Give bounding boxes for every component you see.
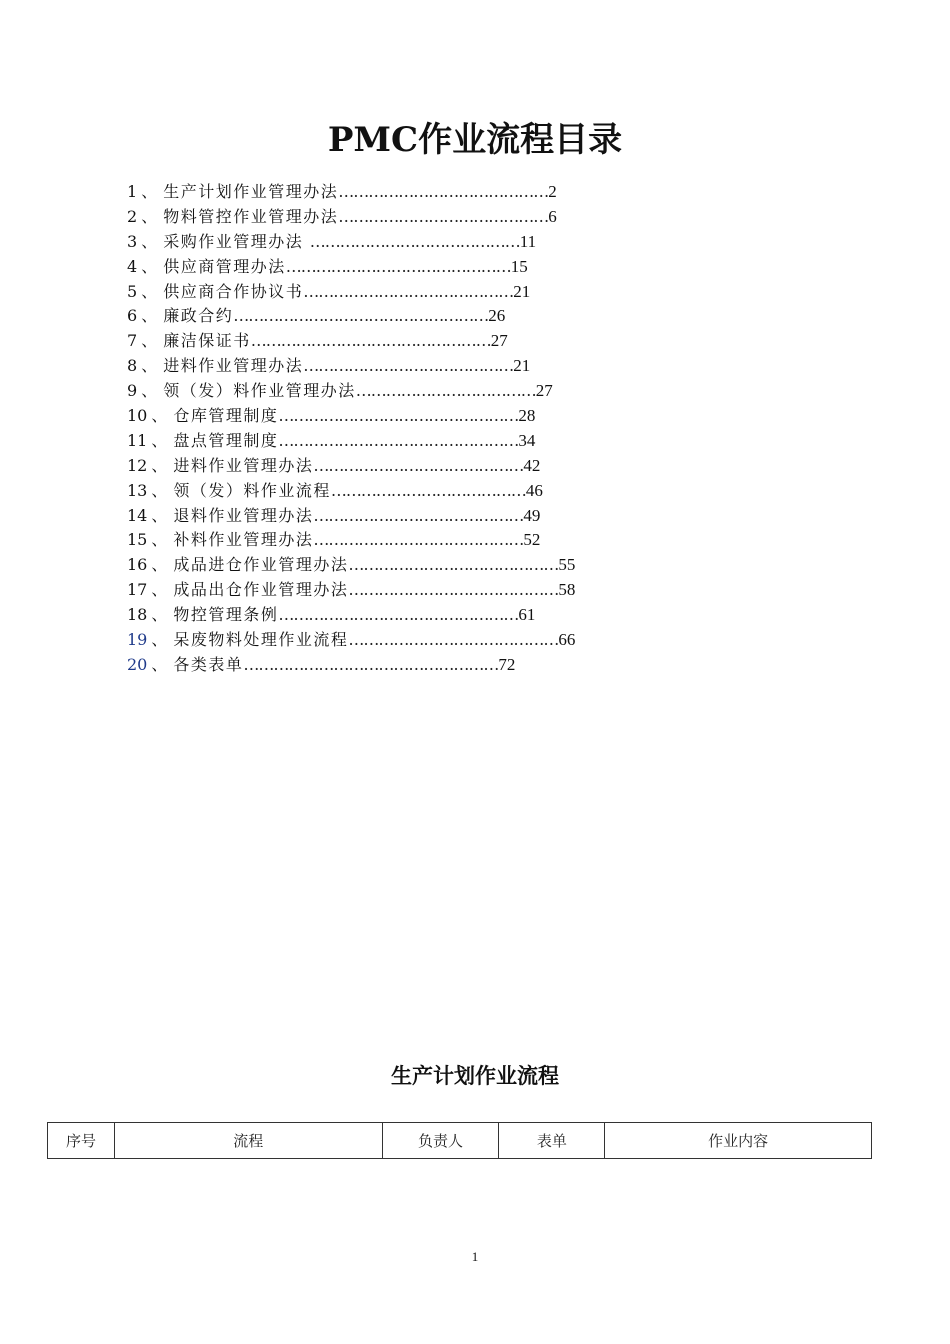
toc-item-title: 供应商合作协议书: [163, 281, 304, 301]
toc-item[interactable]: [127, 504, 575, 529]
column-header-owner: 负责人: [382, 1123, 499, 1159]
toc-leader-dots: ……………………………………: [348, 555, 559, 575]
toc-item-number: 19: [127, 630, 148, 650]
toc-item-page: 21: [513, 356, 531, 376]
toc-item[interactable]: [127, 603, 575, 628]
toc-leader-dots: ……………………………………: [348, 580, 559, 600]
column-header-seq: 序号: [48, 1123, 115, 1159]
toc-item-page: 42: [523, 455, 541, 475]
toc-item[interactable]: [127, 379, 575, 404]
toc-item-title: 仓库管理制度: [173, 406, 279, 426]
toc-item-page: 15: [510, 256, 528, 276]
toc-separator: 、: [151, 406, 168, 426]
toc-item-number: 15: [127, 530, 148, 550]
toc-item-number: 13: [127, 480, 148, 500]
toc-item[interactable]: [127, 205, 575, 230]
toc-item[interactable]: [127, 329, 575, 354]
toc-separator: 、: [141, 256, 158, 276]
toc-leader-dots: …………………………………………: [278, 406, 519, 426]
toc-separator: 、: [141, 206, 158, 226]
toc-item-title: 进料作业管理办法: [173, 455, 314, 475]
toc-item[interactable]: [127, 653, 575, 678]
toc-item-title: 廉政合约: [163, 306, 234, 326]
toc-leader-dots: ……………………………………: [338, 206, 549, 226]
toc-item[interactable]: [127, 454, 575, 479]
toc-item-number: 1: [127, 182, 138, 201]
toc-item-page: 28: [518, 406, 536, 426]
toc-leader-dots: ……………………………………: [338, 182, 549, 201]
toc-item-page: 34: [518, 430, 536, 450]
toc-item-page: 27: [490, 331, 508, 351]
toc-item-number: 14: [127, 505, 148, 525]
toc-item[interactable]: [127, 578, 575, 603]
toc-item-number: 3: [127, 231, 138, 251]
toc-item-page: 26: [488, 306, 506, 326]
toc-item-number: 4: [127, 256, 138, 276]
toc-item-number: 9: [127, 381, 138, 401]
toc-item-title: 进料作业管理办法: [163, 356, 304, 376]
toc-item-number: 11: [127, 430, 148, 450]
toc-separator: 、: [141, 331, 158, 351]
toc-item-title: 领（发）料作业管理办法: [163, 381, 356, 401]
toc-separator: 、: [151, 654, 168, 674]
toc-item[interactable]: [127, 280, 575, 305]
toc-item[interactable]: [127, 479, 575, 504]
toc-leader-dots: ………………………………: [355, 381, 536, 401]
toc-item[interactable]: [127, 528, 575, 553]
process-table: [47, 1122, 872, 1159]
toc-item[interactable]: [127, 180, 575, 205]
toc-leader-dots: ……………………………………: [309, 231, 520, 251]
toc-item-title: 盘点管理制度: [173, 430, 279, 450]
toc-item-page: 66: [558, 630, 576, 650]
toc-item-number: 10: [127, 406, 148, 426]
toc-item[interactable]: [127, 628, 575, 653]
toc-item-page: 11: [519, 231, 537, 251]
toc-item-title: 成品出仓作业管理办法: [173, 580, 349, 600]
toc-item-number: 2: [127, 206, 138, 226]
toc-item-number: 7: [127, 331, 138, 351]
toc-item-number: 12: [127, 455, 148, 475]
toc-item-page: 52: [523, 530, 541, 550]
toc-item-page: 2: [548, 182, 557, 201]
toc-leader-dots: ……………………………………………: [233, 306, 489, 326]
toc-item-title: 物控管理条例: [173, 605, 279, 625]
toc-item[interactable]: [127, 304, 575, 329]
toc-item[interactable]: [127, 429, 575, 454]
toc-separator: 、: [141, 356, 158, 376]
toc-item[interactable]: [127, 354, 575, 379]
toc-separator: 、: [151, 430, 168, 450]
toc-item-title: 供应商管理办法: [163, 256, 286, 276]
column-header-form: 表单: [499, 1123, 605, 1159]
toc-item[interactable]: [127, 255, 575, 280]
toc-separator: 、: [141, 182, 158, 201]
toc-separator: 、: [151, 580, 168, 600]
toc-separator: 、: [141, 231, 158, 251]
page-number: 1: [471, 1249, 479, 1264]
toc-separator: 、: [151, 530, 168, 550]
toc-leader-dots: ……………………………………: [348, 630, 559, 650]
table-of-contents: [127, 180, 575, 678]
toc-leader-dots: ………………………………………: [285, 256, 511, 276]
column-header-content: 作业内容: [605, 1123, 872, 1159]
toc-item[interactable]: [127, 404, 575, 429]
toc-item-page: 72: [498, 654, 516, 674]
column-header-process: 流程: [114, 1123, 382, 1159]
toc-item-page: 27: [535, 381, 553, 401]
toc-item[interactable]: [127, 230, 575, 255]
toc-separator: 、: [141, 281, 158, 301]
toc-item-page: 6: [548, 206, 557, 226]
toc-separator: 、: [151, 630, 168, 650]
toc-item-title: 补料作业管理办法: [173, 530, 314, 550]
toc-item-number: 17: [127, 580, 148, 600]
toc-item-number: 16: [127, 555, 148, 575]
toc-item-page: 46: [525, 480, 543, 500]
page-title: PMC作业流程目录: [327, 120, 623, 160]
toc-item-page: 21: [513, 281, 531, 301]
table-header-row: [48, 1123, 872, 1159]
toc-separator: 、: [141, 381, 158, 401]
section-title: 生产计划作业流程: [391, 1064, 559, 1088]
toc-item-title: 呆废物料处理作业流程: [173, 630, 349, 650]
toc-item-title: 退料作业管理办法: [173, 505, 314, 525]
toc-leader-dots: ……………………………………: [303, 281, 514, 301]
toc-item-number: 6: [127, 306, 138, 326]
toc-leader-dots: …………………………………………: [250, 331, 491, 351]
toc-item-title: 廉洁保证书: [163, 331, 251, 351]
toc-leader-dots: ……………………………………………: [243, 654, 499, 674]
toc-separator: 、: [151, 505, 168, 525]
toc-item-number: 8: [127, 356, 138, 376]
toc-item-page: 61: [518, 605, 536, 625]
toc-separator: 、: [151, 555, 168, 575]
toc-leader-dots: …………………………………………: [278, 605, 519, 625]
toc-item[interactable]: [127, 553, 575, 578]
toc-item-title: 成品进仓作业管理办法: [173, 555, 349, 575]
toc-separator: 、: [151, 480, 168, 500]
toc-item-title: 生产计划作业管理办法: [163, 182, 339, 201]
toc-separator: 、: [141, 306, 158, 326]
toc-leader-dots: …………………………………………: [278, 430, 519, 450]
toc-leader-dots: ……………………………………: [313, 530, 524, 550]
toc-leader-dots: ……………………………………: [313, 505, 524, 525]
toc-item-number: 20: [127, 654, 148, 674]
toc-item-page: 49: [523, 505, 541, 525]
toc-separator: 、: [151, 605, 168, 625]
toc-item-number: 5: [127, 281, 138, 301]
toc-item-title: 各类表单: [173, 654, 244, 674]
toc-leader-dots: ……………………………………: [313, 455, 524, 475]
toc-item-number: 18: [127, 605, 148, 625]
toc-item-title: 物料管控作业管理办法: [163, 206, 339, 226]
toc-item-page: 55: [558, 555, 576, 575]
toc-separator: 、: [151, 455, 168, 475]
toc-item-title: 领（发）料作业流程: [173, 480, 331, 500]
toc-item-title: 采购作业管理办法: [163, 231, 310, 251]
toc-item-page: 58: [558, 580, 576, 600]
toc-leader-dots: …………………………………: [330, 480, 526, 500]
toc-leader-dots: ……………………………………: [303, 356, 514, 376]
